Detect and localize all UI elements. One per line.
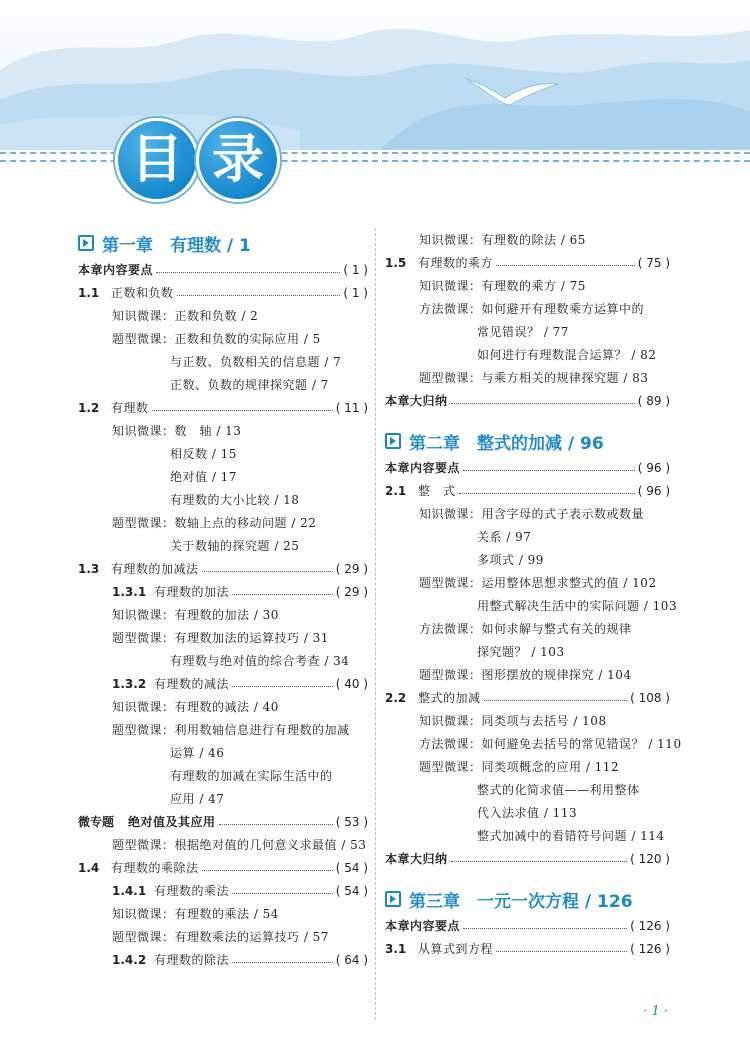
dot-leader [232, 594, 333, 595]
dot-leader [177, 295, 341, 296]
page-ref: ( 75 ) [637, 255, 670, 270]
dot-leader [232, 686, 333, 687]
header-dashed-line-top [0, 152, 750, 154]
section-number: 1.3.1 [112, 584, 147, 599]
section-title: 有理数 [111, 401, 149, 415]
toc-sub-item[interactable] [78, 488, 368, 511]
section-number: 1.5 [385, 255, 407, 270]
toc-sub-item[interactable] [78, 718, 368, 741]
toc-list [385, 914, 670, 960]
toc-entry[interactable] [78, 258, 368, 281]
section-number: 1.4 [78, 860, 100, 875]
page-ref: ( 29 ) [335, 584, 368, 599]
sub-item-text: 题型微课：与乘方相关的规律探究题 / 83 [419, 371, 649, 385]
page-ref: ( 11 ) [335, 400, 368, 415]
sub-item-text: 知识微课：数 轴 / 13 [112, 424, 242, 438]
sub-item-text: 关系 / 97 [477, 530, 532, 544]
chapter-3-title: 第三章 一元一次方程 / 126 [409, 891, 633, 912]
toc-entry[interactable] [385, 479, 670, 502]
toc-entry[interactable] [78, 879, 368, 902]
sub-item-text: 题型微课：同类项概念的应用 / 112 [419, 760, 620, 774]
toc-sub-item[interactable] [78, 925, 368, 948]
toc-sub-item[interactable] [385, 594, 678, 617]
chapter-1-heading[interactable] [78, 228, 368, 258]
toc-left-column [78, 228, 368, 971]
dot-leader [496, 265, 635, 266]
section-title: 从算式到方程 [418, 942, 494, 956]
section-number: 1.4.1 [112, 883, 147, 898]
toc-sub-item[interactable] [385, 824, 670, 847]
sub-item-text: 绝对值 / 17 [170, 470, 237, 484]
column-divider [375, 228, 376, 1020]
toc-sub-item[interactable] [385, 502, 670, 525]
page-ref: ( 126 ) [630, 941, 670, 956]
section-title: 正数和负数 [111, 286, 174, 300]
sub-item-text: 方法微课：如何求解与整式有关的规律 [419, 622, 632, 636]
toc-sub-item[interactable] [78, 626, 368, 649]
chapter-2-title: 第二章 整式的加减 / 96 [409, 433, 604, 454]
mountain-landscape-icon [0, 0, 750, 150]
toc-list [385, 456, 682, 870]
sub-item-text: 应用 / 47 [170, 792, 225, 806]
page-ref: ( 96 ) [637, 460, 670, 475]
toc-entry[interactable] [385, 389, 670, 412]
section-number: 1.3.2 [112, 676, 147, 691]
page-ref: ( 1 ) [343, 262, 368, 277]
toc-sub-item[interactable] [385, 755, 670, 778]
page-ref: ( 89 ) [637, 393, 670, 408]
sub-item-text: 与正数、负数相关的信息题 / 7 [170, 355, 342, 369]
sub-item-text: 知识微课：同类项与去括号 / 108 [419, 714, 607, 728]
sub-item-text: 正数、负数的规律探究题 / 7 [170, 378, 329, 392]
dot-leader [202, 870, 333, 871]
toc-sub-item[interactable] [385, 228, 670, 251]
dot-leader [451, 861, 628, 862]
sub-item-text: 题型微课：根据绝对值的几何意义求最值 / 53 [112, 838, 367, 852]
sub-item-text: 题型微课：正数和负数的实际应用 / 5 [112, 332, 321, 346]
sub-item-text: 题型微课：运用整体思想求整式的值 / 102 [419, 576, 657, 590]
sub-item-text: 相反数 / 15 [170, 447, 237, 461]
toc-entry[interactable] [78, 672, 368, 695]
toc-sub-item[interactable] [78, 442, 368, 465]
toc-sub-item[interactable] [78, 465, 368, 488]
sub-item-text: 代入法求值 / 113 [477, 806, 578, 820]
section-number: 2.1 [385, 483, 407, 498]
toc-list [385, 228, 670, 412]
section-title: 整 式 [418, 484, 456, 498]
section-number: 3.1 [385, 941, 407, 956]
section-title: 有理数的除法 [154, 953, 230, 967]
toc-sub-item[interactable] [78, 419, 368, 442]
sub-item-text: 知识微课：用含字母的式子表示数或数量 [419, 507, 645, 521]
page-ref: ( 40 ) [335, 676, 368, 691]
sub-item-text: 知识微课：有理数的除法 / 65 [419, 233, 586, 247]
toc-sub-item[interactable] [385, 548, 670, 571]
toc-sub-item[interactable] [78, 304, 368, 327]
sub-item-text: 题型微课：利用数轴信息进行有理数的加减 [112, 723, 350, 737]
toc-sub-item[interactable] [78, 695, 368, 718]
section-title: 有理数的乘方 [418, 256, 494, 270]
dot-leader [219, 824, 333, 825]
dot-leader [484, 700, 628, 701]
sub-item-text: 关于数轴的探究题 / 25 [170, 539, 300, 553]
toc-sub-item[interactable] [78, 833, 368, 856]
sub-item-text: 有理数的大小比较 / 18 [170, 493, 300, 507]
sub-item-text: 知识微课：有理数的乘方 / 75 [419, 279, 586, 293]
sub-item-text: 题型微课：数轴上点的移动问题 / 22 [112, 516, 317, 530]
chapter-3-heading[interactable] [385, 884, 670, 914]
section-title: 本章大归纳 [385, 852, 448, 866]
page-ref: ( 120 ) [630, 851, 670, 866]
page-ref: ( 64 ) [335, 952, 368, 967]
dot-leader [202, 571, 333, 572]
toc-sub-item[interactable] [385, 640, 670, 663]
toc-sub-item[interactable] [385, 778, 670, 801]
dot-leader [232, 962, 333, 963]
chapter-2-heading[interactable] [385, 426, 670, 456]
page-ref: ( 54 ) [335, 883, 368, 898]
section-title: 本章内容要点 [385, 461, 461, 475]
page-ref: ( 126 ) [630, 918, 670, 933]
dot-leader [463, 928, 627, 929]
toc-sub-item[interactable] [78, 603, 368, 626]
toc-sub-item[interactable] [78, 902, 368, 925]
section-number: 2.2 [385, 690, 407, 705]
toc-sub-item[interactable] [78, 373, 368, 396]
header-dashed-line-bottom [0, 160, 750, 162]
toc-entry[interactable] [78, 557, 368, 580]
toc-entry[interactable] [78, 580, 368, 603]
toc-sub-item[interactable] [78, 534, 368, 557]
dot-leader [463, 470, 635, 471]
page-ref: ( 96 ) [637, 483, 670, 498]
toc-sub-item[interactable] [385, 732, 682, 755]
toc-entry[interactable] [385, 914, 670, 937]
section-title: 有理数的乘除法 [111, 861, 199, 875]
toc-sub-item[interactable] [385, 320, 670, 343]
sub-item-text: 题型微课：有理数加法的运算技巧 / 31 [112, 631, 329, 645]
toc-entry[interactable] [385, 937, 670, 960]
section-number: 1.3 [78, 561, 100, 576]
sub-item-text: 整式加减中的看错符号问题 / 114 [477, 829, 665, 843]
sub-item-text: 题型微课：有理数乘法的运算技巧 / 57 [112, 930, 329, 944]
title-char-1: 目 [115, 118, 199, 202]
toc-entry[interactable] [385, 686, 670, 709]
page-ref: ( 54 ) [335, 860, 368, 875]
toc-sub-item[interactable] [385, 709, 670, 732]
section-title: 有理数的加法 [154, 585, 230, 599]
sub-item-text: 方法微课：如何避免去括号的常见错误？ / 110 [419, 737, 682, 751]
chapter-arrow-icon [385, 891, 401, 907]
toc-sub-item[interactable] [385, 525, 670, 548]
section-number: 1.4.2 [112, 952, 147, 967]
section-number: 微专题 [78, 815, 115, 829]
toc-entry[interactable] [385, 251, 670, 274]
toc-entry[interactable] [78, 396, 368, 419]
page-number: · 1 · [643, 1004, 668, 1019]
sub-item-text: 题型微课：图形摆放的规律探究 / 104 [419, 668, 632, 682]
dot-leader [496, 951, 627, 952]
sub-item-text: 方法微课：如何避开有理数乘方运算中的 [419, 302, 645, 316]
section-title: 有理数的加减法 [111, 562, 199, 576]
sub-item-text: 常见错误？ / 77 [477, 325, 569, 339]
sub-item-text: 如何进行有理数混合运算？ / 82 [477, 348, 657, 362]
sub-item-text: 知识微课：正数和负数 / 2 [112, 309, 259, 323]
toc-sub-item[interactable] [78, 511, 368, 534]
toc-sub-item[interactable] [385, 274, 670, 297]
toc-entry[interactable] [385, 847, 670, 870]
section-title: 本章大归纳 [385, 394, 448, 408]
sub-item-text: 整式的化简求值——利用整体 [477, 783, 640, 797]
toc-entry[interactable] [78, 810, 368, 833]
toc-sub-item[interactable] [385, 571, 670, 594]
toc-list [78, 258, 368, 971]
sub-item-text: 知识微课：有理数的乘法 / 54 [112, 907, 279, 921]
sub-item-text: 运算 / 46 [170, 746, 225, 760]
toc-entry[interactable] [385, 456, 670, 479]
sub-item-text: 用整式解决生活中的实际问题 / 103 [477, 599, 678, 613]
sub-item-text: 有理数与绝对值的综合考查 / 34 [170, 654, 350, 668]
section-number: 1.2 [78, 400, 100, 415]
page-ref: ( 1 ) [343, 285, 368, 300]
section-number: 1.1 [78, 285, 100, 300]
chapter-arrow-icon [385, 433, 401, 449]
toc-sub-item[interactable] [78, 649, 368, 672]
toc-sub-item[interactable] [385, 366, 670, 389]
toc-sub-item[interactable] [78, 787, 368, 810]
chapter-1-title: 第一章 有理数 / 1 [102, 235, 251, 256]
dot-leader [232, 893, 333, 894]
page-ref: ( 29 ) [335, 561, 368, 576]
dot-leader [451, 403, 635, 404]
title-char-2: 录 [196, 118, 280, 202]
toc-sub-item[interactable] [78, 350, 368, 373]
page-ref: ( 53 ) [335, 814, 368, 829]
toc-sub-item[interactable] [385, 297, 670, 320]
chapter-arrow-icon [78, 235, 94, 251]
toc-sub-item[interactable] [385, 663, 670, 686]
toc-sub-item[interactable] [385, 801, 670, 824]
dot-leader [459, 493, 635, 494]
header-background [0, 0, 750, 150]
section-title: 有理数的减法 [154, 677, 230, 691]
toc-right-column [385, 228, 682, 960]
toc-sub-item[interactable] [78, 327, 368, 350]
dot-leader [152, 410, 333, 411]
toc-sub-item[interactable] [385, 617, 670, 640]
section-title: 本章内容要点 [385, 919, 461, 933]
toc-entry[interactable] [78, 281, 368, 304]
toc-sub-item[interactable] [385, 343, 670, 366]
toc-entry[interactable] [78, 856, 368, 879]
toc-entry[interactable] [78, 948, 368, 971]
section-title: 有理数的乘法 [154, 884, 230, 898]
sub-item-text: 知识微课：有理数的减法 / 40 [112, 700, 279, 714]
toc-sub-item[interactable] [78, 741, 368, 764]
toc-sub-item[interactable] [78, 764, 368, 787]
sub-item-text: 知识微课：有理数的加法 / 30 [112, 608, 279, 622]
section-title: 本章内容要点 [78, 263, 154, 277]
page-ref: ( 108 ) [630, 690, 670, 705]
sub-item-text: 探究题？ / 103 [477, 645, 565, 659]
sub-item-text: 有理数的加减在实际生活中的 [170, 769, 333, 783]
section-title: 绝对值及其应用 [128, 815, 216, 829]
section-title: 整式的加减 [418, 691, 481, 705]
sub-item-text: 多项式 / 99 [477, 553, 544, 567]
dot-leader [156, 272, 340, 273]
